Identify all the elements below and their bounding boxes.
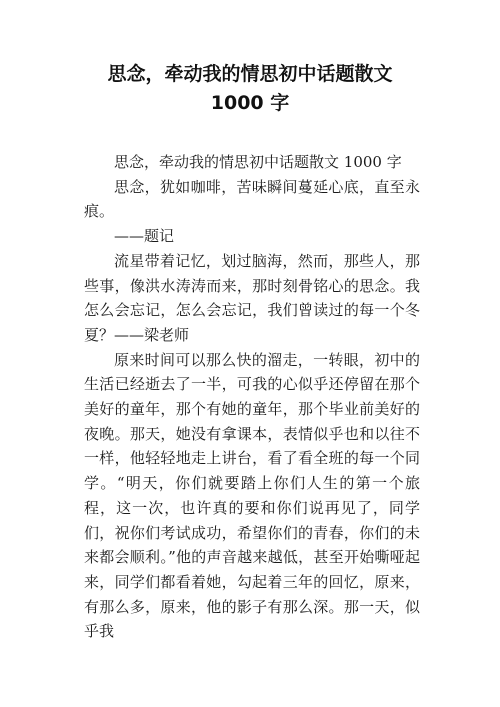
document-body xyxy=(84,150,420,644)
paragraph-epigraph-source: ——题记 xyxy=(114,227,175,246)
paragraph-epigraph: 思念，犹如咖啡，苦味瞬间蔓延心底，直至永痕。 xyxy=(84,177,420,221)
paragraph-heading-repeat: 思念，牵动我的情思初中话题散文 1000 字 xyxy=(114,153,402,171)
paragraph-dedication: 流星带着记忆，划过脑海，然而，那些人，那些事，像洪水涛涛而来，那时刻骨铭心的思念。我怎么会忘记，怎么会忘记，我们曾读过的每一个冬夏？——梁老师 xyxy=(84,251,420,344)
paragraph-main: 原来时间可以那么快的溜走，一转眼，初中的生活已经逝去了一半，可我的心似乎还停留在那个美好的童年，那个有她的童年，那个毕业前美好的夜晚。那天，她没有拿课本，表情似乎也和以往不一样，他轻轻地走上讲台，看了看全班的每一个同学。“明天，你们就要踏上你们人生的第一个旅程，这一次，也许真的要和你们说再见了，同学们，祝你们考试成功，希望你们的青春，你们的未来都会顺利。”他的声音越来越低，甚至开始嘶哑起来，同学们都看着她，勾起着三年的回忆，原来，有那么多，原来，他的影子有那么深。那一天，似乎我 xyxy=(84,350,420,641)
document-title-line-1: 思念，牵动我的情思初中话题散文 xyxy=(107,63,393,85)
document-title-line-2: 1000 字 xyxy=(210,92,290,114)
